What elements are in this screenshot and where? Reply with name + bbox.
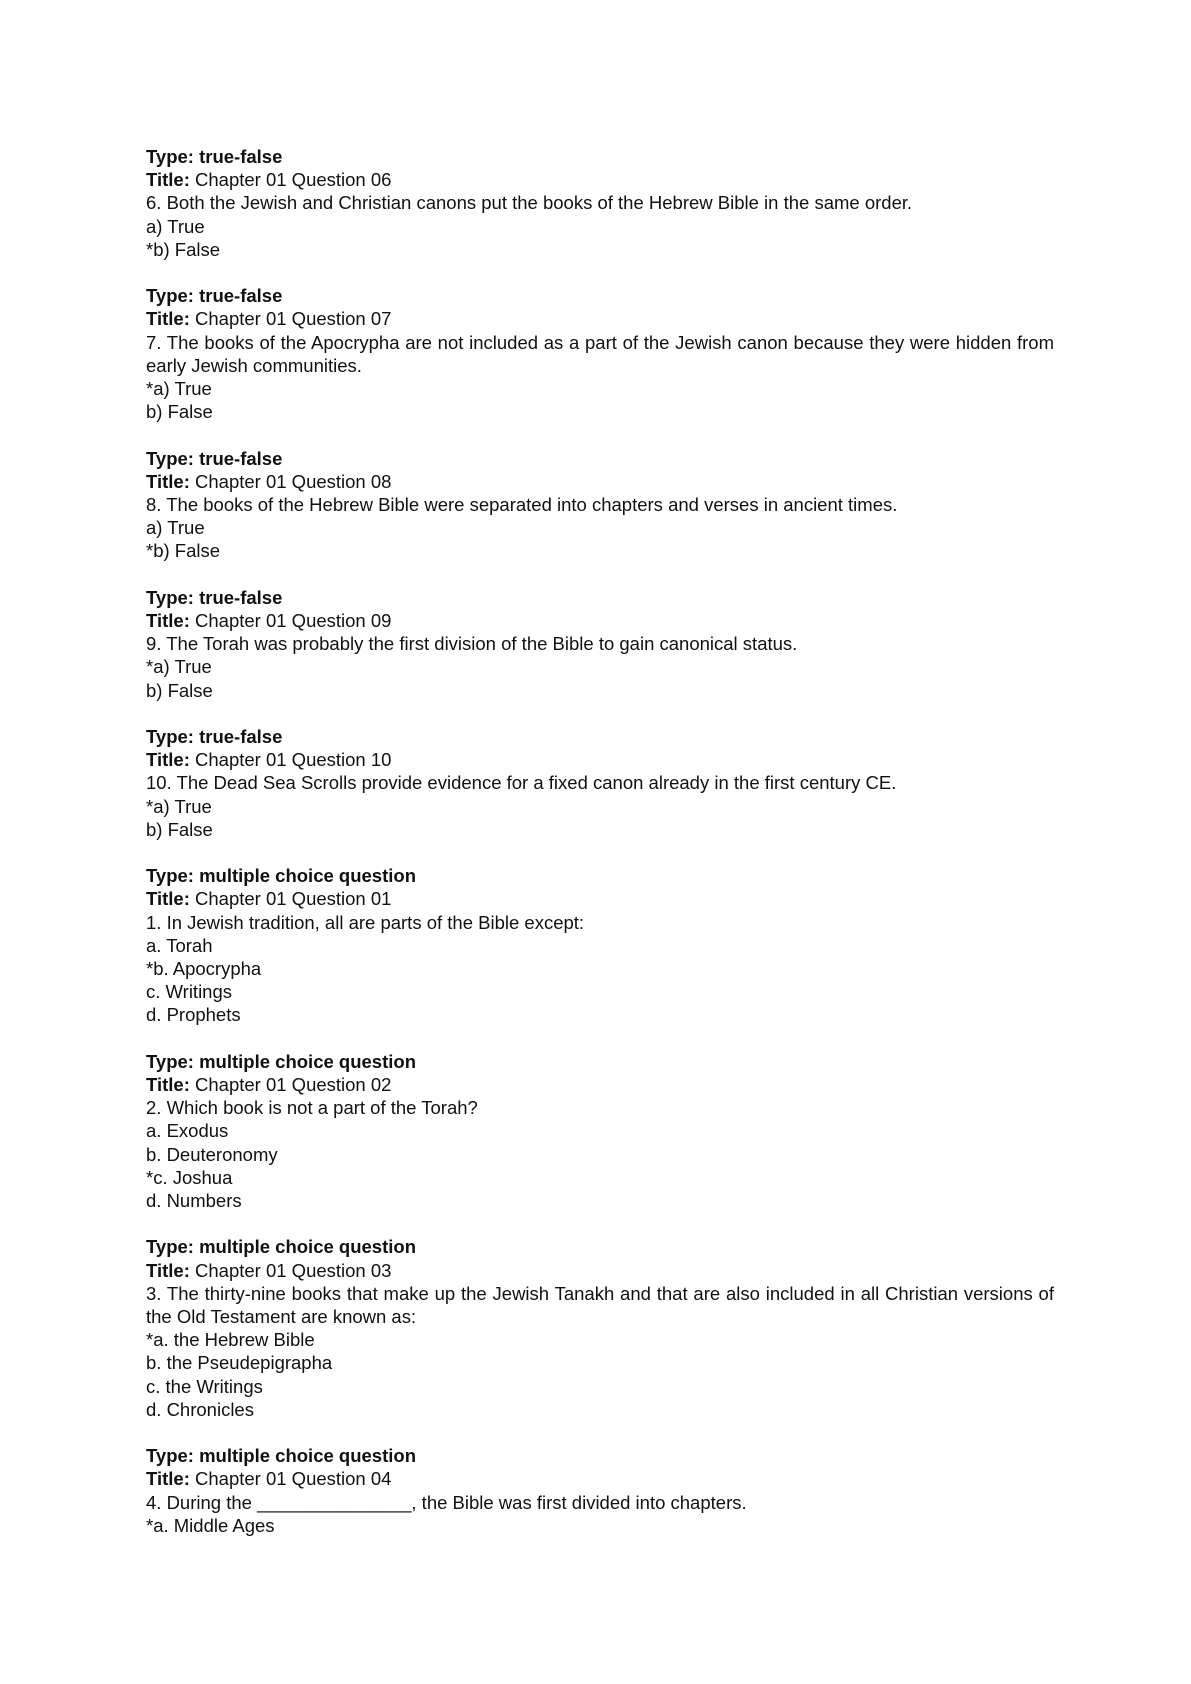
title-value: Chapter 01 Question 06 <box>195 169 392 191</box>
title-value: Chapter 01 Question 02 <box>195 1074 392 1096</box>
type-value: multiple choice question <box>199 1445 416 1467</box>
answer-option: *a. Middle Ages <box>146 1514 275 1536</box>
question-type <box>146 586 1054 609</box>
question-type <box>146 725 1054 748</box>
question-block <box>146 1444 1054 1537</box>
type-label: Type: <box>146 1236 194 1258</box>
answer-option: b. the Pseudepigrapha <box>146 1352 333 1374</box>
type-value: true-false <box>199 586 283 608</box>
answer-option: *c. Joshua <box>146 1166 233 1188</box>
question-title <box>146 168 1054 191</box>
type-value: true-false <box>199 146 283 167</box>
answer-option: a) True <box>146 215 205 237</box>
question-stem: 6. Both the Jewish and Christian canons put the books of the Hebrew Bible in the same order. <box>146 192 913 214</box>
answer-option: *a) True <box>146 795 212 817</box>
type-label: Type: <box>146 726 194 748</box>
title-label: Title: <box>146 888 190 910</box>
title-label: Title: <box>146 308 190 330</box>
title-value: Chapter 01 Question 03 <box>195 1259 392 1281</box>
question-stem: 9. The Torah was probably the first division of the Bible to gain canonical status. <box>146 633 798 655</box>
answer-option: *b. Apocrypha <box>146 958 262 980</box>
question-stem: 1. In Jewish tradition, all are parts of the Bible except: <box>146 911 585 933</box>
question-title <box>146 609 1054 632</box>
type-value: true-false <box>199 726 283 748</box>
title-label: Title: <box>146 1074 190 1096</box>
question-type <box>146 1444 1054 1467</box>
type-label: Type: <box>146 285 194 307</box>
title-value: Chapter 01 Question 10 <box>195 749 392 771</box>
question-block <box>146 447 1054 563</box>
question-title <box>146 1073 1054 1096</box>
type-value: true-false <box>199 447 283 469</box>
title-label: Title: <box>146 610 190 632</box>
question-title <box>146 748 1054 771</box>
question-block <box>146 145 1054 261</box>
question-block <box>146 1050 1054 1212</box>
question-stem: 3. The thirty-nine books that make up the Jewish Tanakh and that are also included in all Christian versions of the Old Testament are known as: <box>146 1282 1054 1328</box>
type-value: multiple choice question <box>199 1236 416 1258</box>
answer-option: *a. the Hebrew Bible <box>146 1329 315 1351</box>
type-value: multiple choice question <box>199 865 416 887</box>
answer-option: *b) False <box>146 540 221 562</box>
answer-option: c. Writings <box>146 981 233 1003</box>
question-type <box>146 447 1054 470</box>
answer-option: *b) False <box>146 238 221 260</box>
answer-option: a. Torah <box>146 934 213 956</box>
answer-option: b) False <box>146 679 213 701</box>
title-label: Title: <box>146 1259 190 1281</box>
title-label: Title: <box>146 169 190 191</box>
title-value: Chapter 01 Question 04 <box>195 1468 392 1490</box>
title-value: Chapter 01 Question 01 <box>195 888 392 910</box>
question-type <box>146 145 1054 168</box>
question-block <box>146 864 1054 1026</box>
type-value: multiple choice question <box>199 1050 416 1072</box>
question-title <box>146 1467 1054 1490</box>
question-title <box>146 887 1054 910</box>
title-label: Title: <box>146 749 190 771</box>
title-value: Chapter 01 Question 09 <box>195 610 392 632</box>
type-label: Type: <box>146 1050 194 1072</box>
answer-option: b) False <box>146 401 213 423</box>
question-stem: 8. The books of the Hebrew Bible were separated into chapters and verses in ancient times. <box>146 494 898 516</box>
answer-option: d. Chronicles <box>146 1398 254 1420</box>
question-type <box>146 864 1054 887</box>
question-stem: 4. During the _______________, the Bible was first divided into chapters. <box>146 1491 747 1513</box>
type-label: Type: <box>146 1445 194 1467</box>
answer-option: a) True <box>146 517 205 539</box>
question-block <box>146 586 1054 702</box>
answer-option: *a) True <box>146 378 212 400</box>
question-stem: 10. The Dead Sea Scrolls provide evidence for a fixed canon already in the first century CE. <box>146 772 897 794</box>
answer-option: d. Numbers <box>146 1190 242 1212</box>
answer-option: b) False <box>146 818 213 840</box>
answer-option: b. Deuteronomy <box>146 1143 278 1165</box>
type-label: Type: <box>146 586 194 608</box>
question-title <box>146 307 1054 330</box>
title-label: Title: <box>146 1468 190 1490</box>
question-stem: 2. Which book is not a part of the Torah? <box>146 1097 478 1119</box>
type-label: Type: <box>146 146 194 167</box>
question-type <box>146 1050 1054 1073</box>
type-label: Type: <box>146 865 194 887</box>
question-type <box>146 1235 1054 1258</box>
answer-option: a. Exodus <box>146 1120 229 1142</box>
answer-option: d. Prophets <box>146 1004 241 1026</box>
title-value: Chapter 01 Question 07 <box>195 308 392 330</box>
question-stem: 7. The books of the Apocrypha are not included as a part of the Jewish canon because they were hidden from early Jewish communities. <box>146 331 1054 376</box>
type-value: true-false <box>199 285 283 307</box>
question-block <box>146 1235 1054 1421</box>
question-block <box>146 284 1054 423</box>
answer-option: c. the Writings <box>146 1375 263 1397</box>
type-label: Type: <box>146 447 194 469</box>
question-title <box>146 470 1054 493</box>
answer-option: *a) True <box>146 656 212 678</box>
title-label: Title: <box>146 470 190 492</box>
question-type <box>146 284 1054 307</box>
document-page <box>146 145 1054 1560</box>
question-title <box>146 1259 1054 1282</box>
title-value: Chapter 01 Question 08 <box>195 470 392 492</box>
question-block <box>146 725 1054 841</box>
